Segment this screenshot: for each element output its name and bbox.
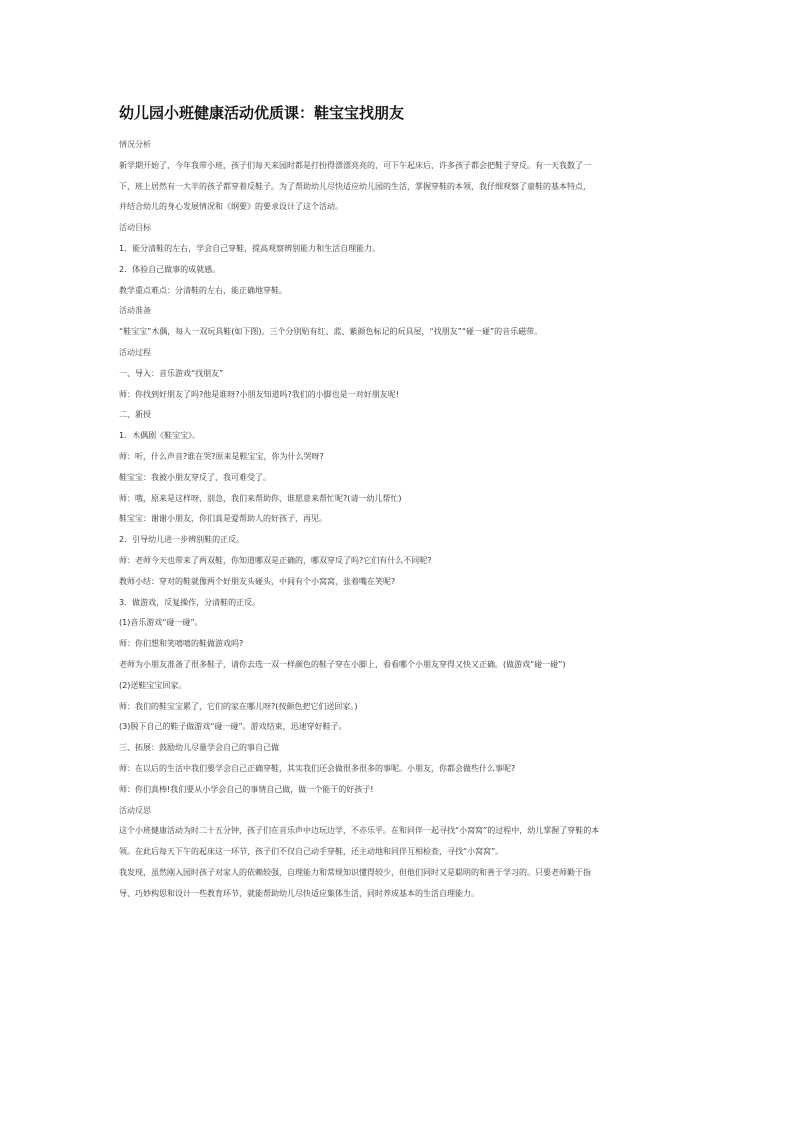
paragraph-line: 2．引导幼儿进一步辨别鞋的正反。 — [119, 535, 245, 545]
paragraph-line: 下，班上居然有一大半的孩子都穿着反鞋子。为了帮助幼儿尽快适应幼儿园的生活，掌握穿鞋的本领，我仔细观察了童鞋的基本特点， — [119, 181, 591, 191]
paragraph-line: 鞋宝宝：谢谢小朋友，你们真是爱帮助人的好孩子，再见。 — [119, 514, 327, 524]
paragraph-line: 师：你们真棒!我们要从小学会自己的事情自己做，做一个能干的好孩子! — [119, 784, 374, 794]
paragraph-line: 这个小班健康活动为时二十五分钟，孩子们在音乐声中边玩边学，不亦乐乎。在和同伴一起寻找“小窝窝”的过程中，幼儿掌握了穿鞋的本 — [119, 826, 600, 836]
document-body — [119, 135, 679, 904]
paragraph-line: 师：你找到好朋友了吗?他是谁呀?小朋友知道吗?我们的小脚也是一对好朋友呢! — [119, 389, 399, 399]
paragraph-line: 3．做游戏，反复操作，分清鞋的正反。 — [119, 597, 261, 607]
paragraph-line: 新学期开始了，今年我带小班，孩子们每天来园时都是打扮得漂漂亮亮的，可下午起床后，许多孩子都会把鞋子穿反。有一天我数了一 — [119, 160, 591, 170]
section-heading: 活动准备 — [119, 306, 151, 316]
paragraph-line: 教学重点难点：分清鞋的左右，能正确地穿鞋。 — [119, 285, 287, 295]
paragraph-line: 鞋宝宝：我被小朋友穿反了，我可难受了。 — [119, 472, 271, 482]
section-heading: 情况分析 — [119, 140, 151, 149]
paragraph-line: 老师为小朋友准备了很多鞋子，请你去选一双一样颜色的鞋子穿在小脚上，看看哪个小朋友穿得又快又正确。(做游戏“碰一碰”) — [119, 659, 566, 669]
paragraph-line: 一、导入：音乐游戏“找朋友” — [119, 368, 224, 378]
document-title: 幼儿园小班健康活动优质课：鞋宝宝找朋友 — [119, 104, 405, 122]
paragraph-line: “鞋宝宝”木偶，每人一双玩具鞋(如下图)。三个分别贴有红、蓝、紫颜色标记的玩具屋，“找朋友”“碰一碰”的音乐磁带。 — [119, 327, 543, 337]
paragraph-line: 1．能分清鞋的左右，学会自己穿鞋，提高观察辨别能力和生活自理能力。 — [119, 243, 381, 253]
paragraph-line: 导、巧妙构思和设计一些教育环节，就能帮助幼儿尽快适应集体生活，同时养成基本的生活自理能力。 — [119, 888, 479, 898]
paragraph-line: 领。在此后每天下午的起床这一环节，孩子们不仅自己动手穿鞋，还主动地和同伴互相检查，寻找“小窝窝”。 — [119, 847, 504, 857]
paragraph-line: 三、拓展：鼓励幼儿尽量学会自己的事自己做 — [119, 743, 279, 753]
paragraph-line: (1)音乐游戏“碰一碰”。 — [119, 618, 203, 628]
paragraph-line: (3)脱下自己的鞋子做游戏“碰一碰”。游戏结束，迅速穿好鞋子。 — [119, 722, 347, 732]
paragraph-line: 师：哦，原来是这样呀，别急，我们来帮助你，谁愿意来帮忙呢?(请一幼儿帮忙) — [119, 493, 402, 503]
paragraph-line: 师：老师今天也带来了两双鞋，你知道哪双是正确的，哪双穿反了吗?它们有什么不同呢? — [119, 555, 432, 565]
paragraph-line: 1．木偶剧《鞋宝宝》。 — [119, 431, 201, 441]
paragraph-line: 师：听，什么声音?谁在哭?原来是鞋宝宝，你为什么哭呀? — [119, 451, 324, 461]
paragraph-line: 2．体验自己做事的成就感。 — [119, 264, 221, 274]
paragraph-line: 师：在以后的生活中我们要学会自己正确穿鞋，其实我们还会做很多很多的事呢。小朋友，你都会做些什么事呢? — [119, 763, 516, 773]
paragraph-line: (2)送鞋宝宝回家。 — [119, 680, 187, 690]
paragraph-line: 师：你们想和笑嘻嘻的鞋做游戏吗? — [119, 639, 244, 649]
section-heading: 活动过程 — [119, 347, 151, 357]
paragraph-line: 我发现，虽然刚入园时孩子对家人的依赖较强，自理能力和常规知识懂得较少，但他们同时又是聪明的和善于学习的。只要老师勤于指 — [119, 867, 591, 877]
section-heading: 活动目标 — [119, 223, 151, 233]
paragraph-line: 师：我们的鞋宝宝累了，它们的家在哪儿呀?(按颜色把它们送回家。) — [119, 701, 358, 711]
paragraph-line: 教师小结：穿对的鞋就像两个好朋友头碰头，中间有个小窝窝，张着嘴在笑呢? — [119, 576, 396, 586]
document-page — [119, 104, 679, 904]
section-heading: 活动反思 — [119, 805, 151, 815]
paragraph-line: 并结合幼儿的身心发展情况和《纲要》的要求设计了这个活动。 — [119, 202, 343, 212]
paragraph-line: 二、新授 — [119, 410, 151, 420]
